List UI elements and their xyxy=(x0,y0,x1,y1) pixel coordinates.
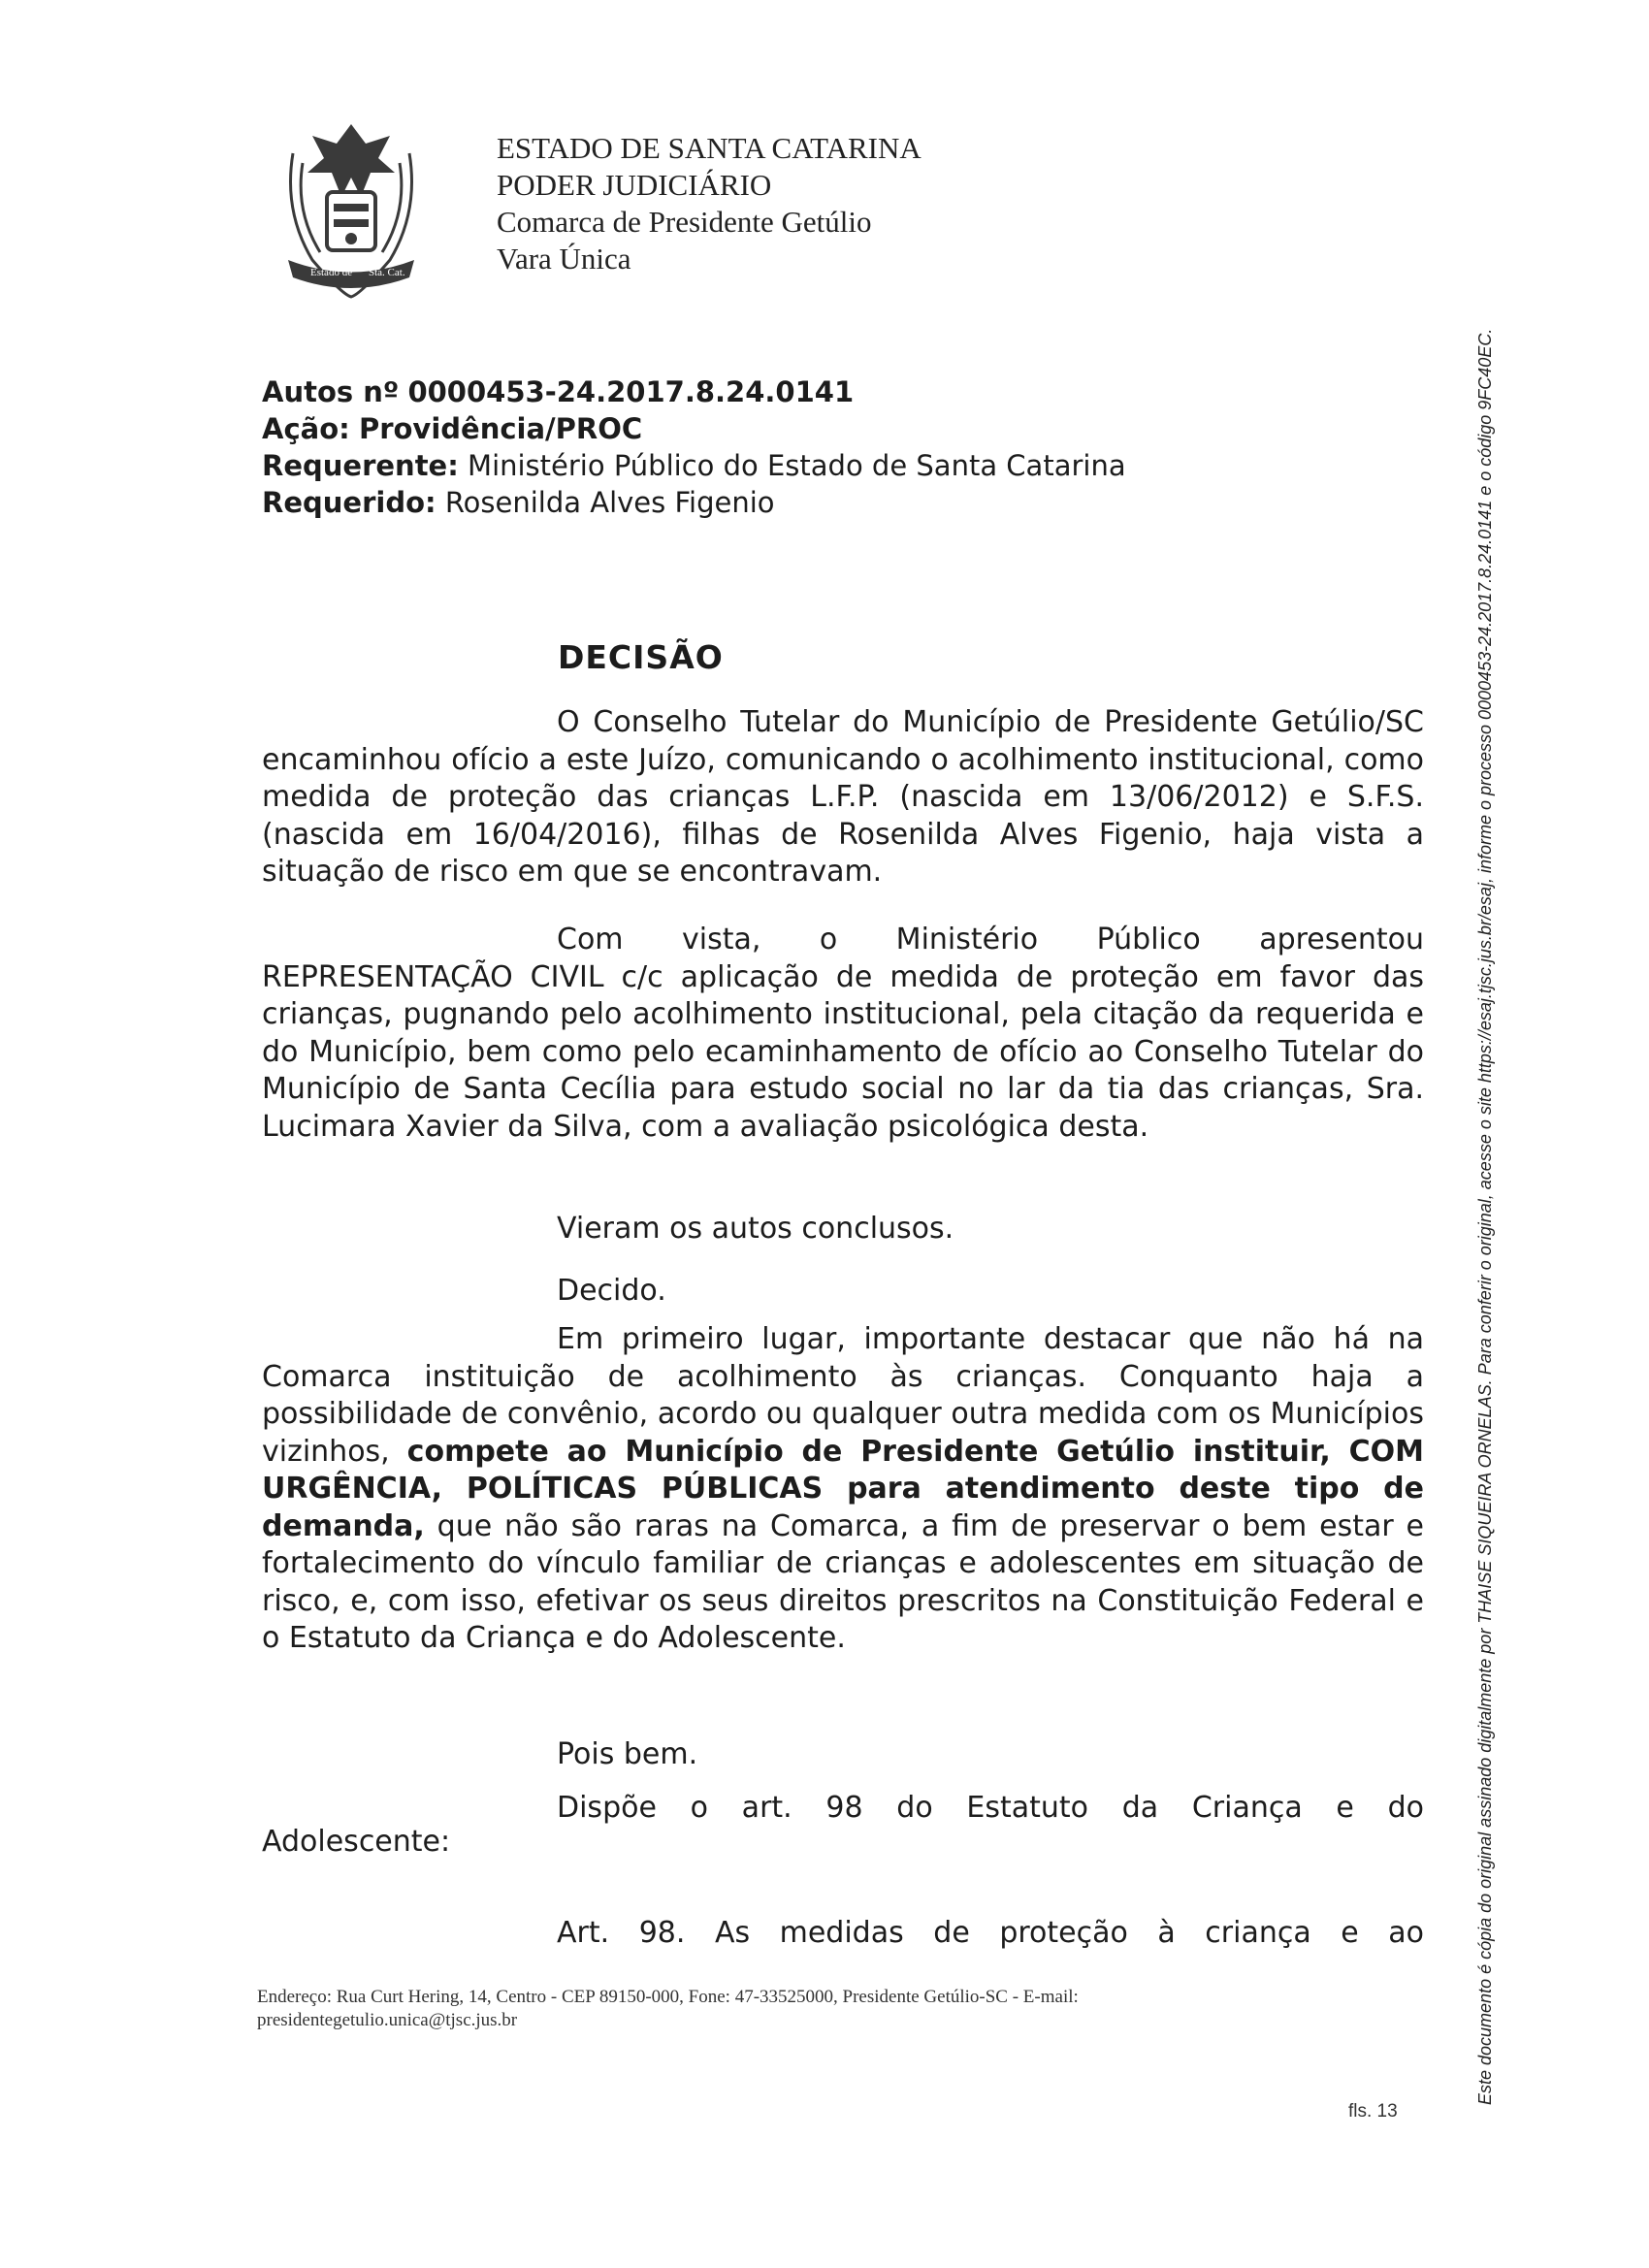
digital-signature-notice: Este documento é cópia do original assinado digitalmente por THAISE SIQUEIRA ORNELAS. Para conferir o original, acesse o site https://esaj.tjsc.jus.br/esaj, informe o processo 0000453-24.2017.8.24.0141 e o código 9FC40EC. xyxy=(1475,328,1495,2105)
footer-address: Endereço: Rua Curt Hering, 14, Centro - CEP 89150-000, Fone: 47-33525000, Presidente Getúlio-SC - E-mail: xyxy=(257,1987,1079,2007)
header-judiciary: PODER JUDICIÁRIO xyxy=(497,168,772,202)
page-number: fls. 13 xyxy=(1348,2101,1398,2122)
paragraph-3-text: Vieram os autos conclusos. xyxy=(557,1212,954,1246)
paragraph-5-intro: Em primeiro lugar, importante destacar que não há na Comarca instituição de acolhimento às crianças. Conquanto haja a possibilidade de convênio, acordo ou qualquer outra medida com os Municípios vizinhos, xyxy=(262,1322,1424,1469)
page-footer xyxy=(257,1986,1079,2032)
action-line xyxy=(262,410,1126,447)
paragraph-4 xyxy=(262,1273,1424,1311)
requerente-line xyxy=(262,447,1126,484)
acao-value: Providência/PROC xyxy=(358,412,643,445)
paragraph-1 xyxy=(262,704,1424,891)
paragraph-5-text xyxy=(262,1321,1424,1658)
header-vara: Vara Única xyxy=(497,242,631,275)
autos-value: 0000453-24.2017.8.24.0141 xyxy=(407,375,855,408)
requerente-value: Ministério Público do Estado de Santa Catarina xyxy=(468,449,1126,482)
coat-of-arms-emblem xyxy=(274,114,429,304)
paragraph-7-text: Dispõe o art. 98 do Estatuto da Criança e do xyxy=(557,1791,1424,1825)
case-number-line xyxy=(262,373,1126,410)
acao-label: Ação: xyxy=(262,412,350,445)
header-comarca: Comarca de Presidente Getúlio xyxy=(497,205,872,239)
paragraph-2 xyxy=(262,922,1424,1146)
requerente-label: Requerente: xyxy=(262,449,459,482)
paragraph-7 xyxy=(262,1790,1424,1828)
paragraph-2-text: Com vista, o Ministério Público apresentou REPRESENTAÇÃO CIVIL c/c aplicação de medida de proteção em favor das crianças, pugnando pelo acolhimento institucional, pela citação da requerida e do Município, bem como pelo ecaminhamento de ofício ao Conselho Tutelar do Município de Santa Cecília para estudo social no lar da tia das crianças, Sra. Lucimara Xavier da Silva, com a avaliação psicológica desta. xyxy=(262,923,1424,1144)
footer-email: presidentegetulio.unica@tjsc.jus.br xyxy=(257,2010,518,2030)
crest-label-right: Sta. Cat. xyxy=(369,267,405,278)
paragraph-6 xyxy=(262,1736,1424,1774)
autos-label: Autos nº xyxy=(262,375,400,408)
paragraph-8 xyxy=(262,1915,1424,1953)
paragraph-8-text: Art. 98. As medidas de proteção à criança e ao xyxy=(557,1916,1424,1950)
paragraph-4-text: Decido. xyxy=(557,1274,666,1308)
crest-label-left: Estado de xyxy=(310,267,353,278)
paragraph-5-emphasis: compete ao Município de Presidente Getúlio instituir, COM URGÊNCIA, POLÍTICAS PÚBLICAS para atendimento deste tipo de demanda, xyxy=(262,1434,1424,1543)
document-title: DECISÃO xyxy=(558,638,724,676)
requerido-value: Rosenilda Alves Figenio xyxy=(444,486,775,519)
paragraph-3 xyxy=(262,1211,1424,1248)
paragraph-6-text: Pois bem. xyxy=(557,1737,698,1771)
court-header xyxy=(497,130,922,277)
paragraph-5-rest: que não são raras na Comarca, a fim de preservar o bem estar e fortalecimento do vínculo familiar de crianças e adolescentes em situação de risco, e, com isso, efetivar os seus direitos prescritos na Constituição Federal e o Estatuto da Criança e do Adolescente. xyxy=(262,1508,1424,1655)
requerido-line xyxy=(262,484,1126,521)
case-metadata xyxy=(262,373,1126,521)
paragraph-7-continuation: Adolescente: xyxy=(262,1825,451,1859)
paragraph-1-text: O Conselho Tutelar do Município de Presidente Getúlio/SC encaminhou ofício a este Juízo, comunicando o acolhimento institucional, como medida de proteção das crianças L.F.P. (nascida em 13/06/2012) e S.F.S. (nascida em 16/04/2016), filhas de Rosenilda Alves Figenio, haja vista a situação de risco em que se encontravam. xyxy=(262,705,1424,889)
requerido-label: Requerido: xyxy=(262,486,436,519)
paragraph-5 xyxy=(262,1321,1424,1658)
header-state: ESTADO DE SANTA CATARINA xyxy=(497,131,922,165)
